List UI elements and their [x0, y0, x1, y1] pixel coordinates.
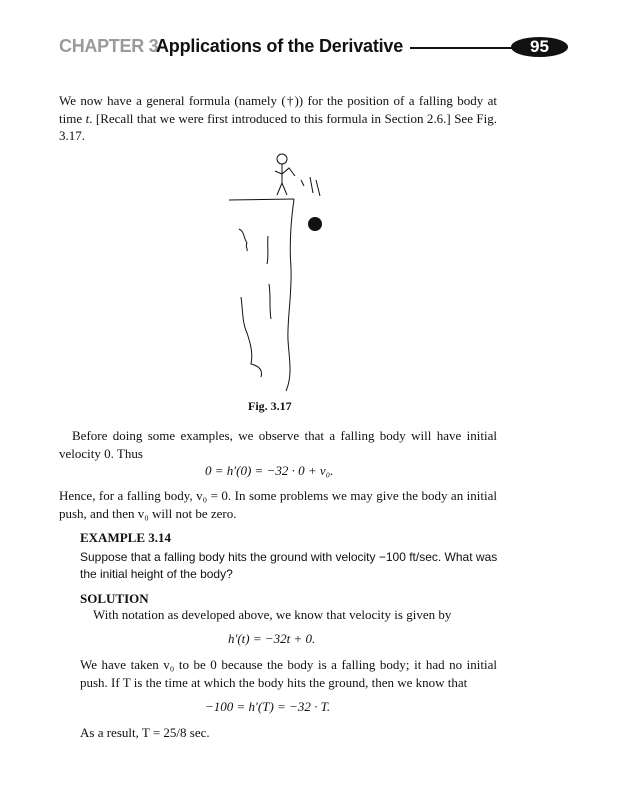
- cliff-crack-2: [267, 236, 268, 264]
- solution-line-1: With notation as developed above, we know that velocity is given by: [93, 607, 452, 622]
- paragraph-initial-velocity: Before doing some examples, we observe that a falling body will have initial velocity 0. Thus: [59, 428, 497, 461]
- person-arms: [275, 168, 295, 176]
- falling-body-figure: [225, 150, 345, 400]
- cliff-crack-3: [241, 297, 262, 377]
- cliff-crack-4: [269, 284, 271, 319]
- equation-3: −100 = h′(T) = −32 · T.: [205, 699, 331, 714]
- solution-paragraph: We have taken v₀ to be 0 because the body is a falling body; it had no initial push. If T is the time at which the body hits the ground, then we know that: [80, 657, 497, 690]
- solution-result: As a result, T = 25/8 sec.: [80, 725, 210, 740]
- example-body: Suppose that a falling body hits the ground with velocity −100 ft/sec. What was the initial height of the body?: [80, 550, 498, 581]
- equation-1: 0 = h′(0) = −32 · 0 + v₀.: [205, 463, 334, 478]
- cliff-crack-1: [239, 229, 247, 251]
- figure-caption: Fig. 3.17: [248, 399, 292, 413]
- falling-ball: [308, 217, 322, 231]
- person-head: [277, 154, 287, 164]
- solution-title: SOLUTION: [80, 591, 149, 606]
- motion-lines: [301, 177, 320, 196]
- paragraph-falling-body: Hence, for a falling body, v₀ = 0. In some problems we may give the body an initial push, and then v₀ will not be zero.: [59, 488, 497, 521]
- example-title: EXAMPLE 3.14: [80, 530, 171, 545]
- page-header: [59, 36, 571, 60]
- cliff-top: [229, 199, 294, 200]
- intro-text-a: We now have a general formula (namely (†)) for the position of a falling body at time: [59, 93, 497, 126]
- page-number: 95: [511, 37, 568, 57]
- equation-2: h′(t) = −32t + 0.: [228, 631, 316, 646]
- chapter-label: CHAPTER 3: [59, 36, 159, 56]
- cliff-face: [286, 199, 294, 391]
- header-rule: [410, 47, 522, 49]
- chapter-title: Applications of the Derivative: [156, 36, 404, 56]
- intro-var-t: t: [85, 110, 90, 126]
- person-legs: [277, 183, 287, 195]
- intro-text-b: . [Recall that we were first introduced to this formula in Section 2.6.] See Fig. 3.17.: [59, 110, 497, 143]
- intro-paragraph: [59, 92, 497, 145]
